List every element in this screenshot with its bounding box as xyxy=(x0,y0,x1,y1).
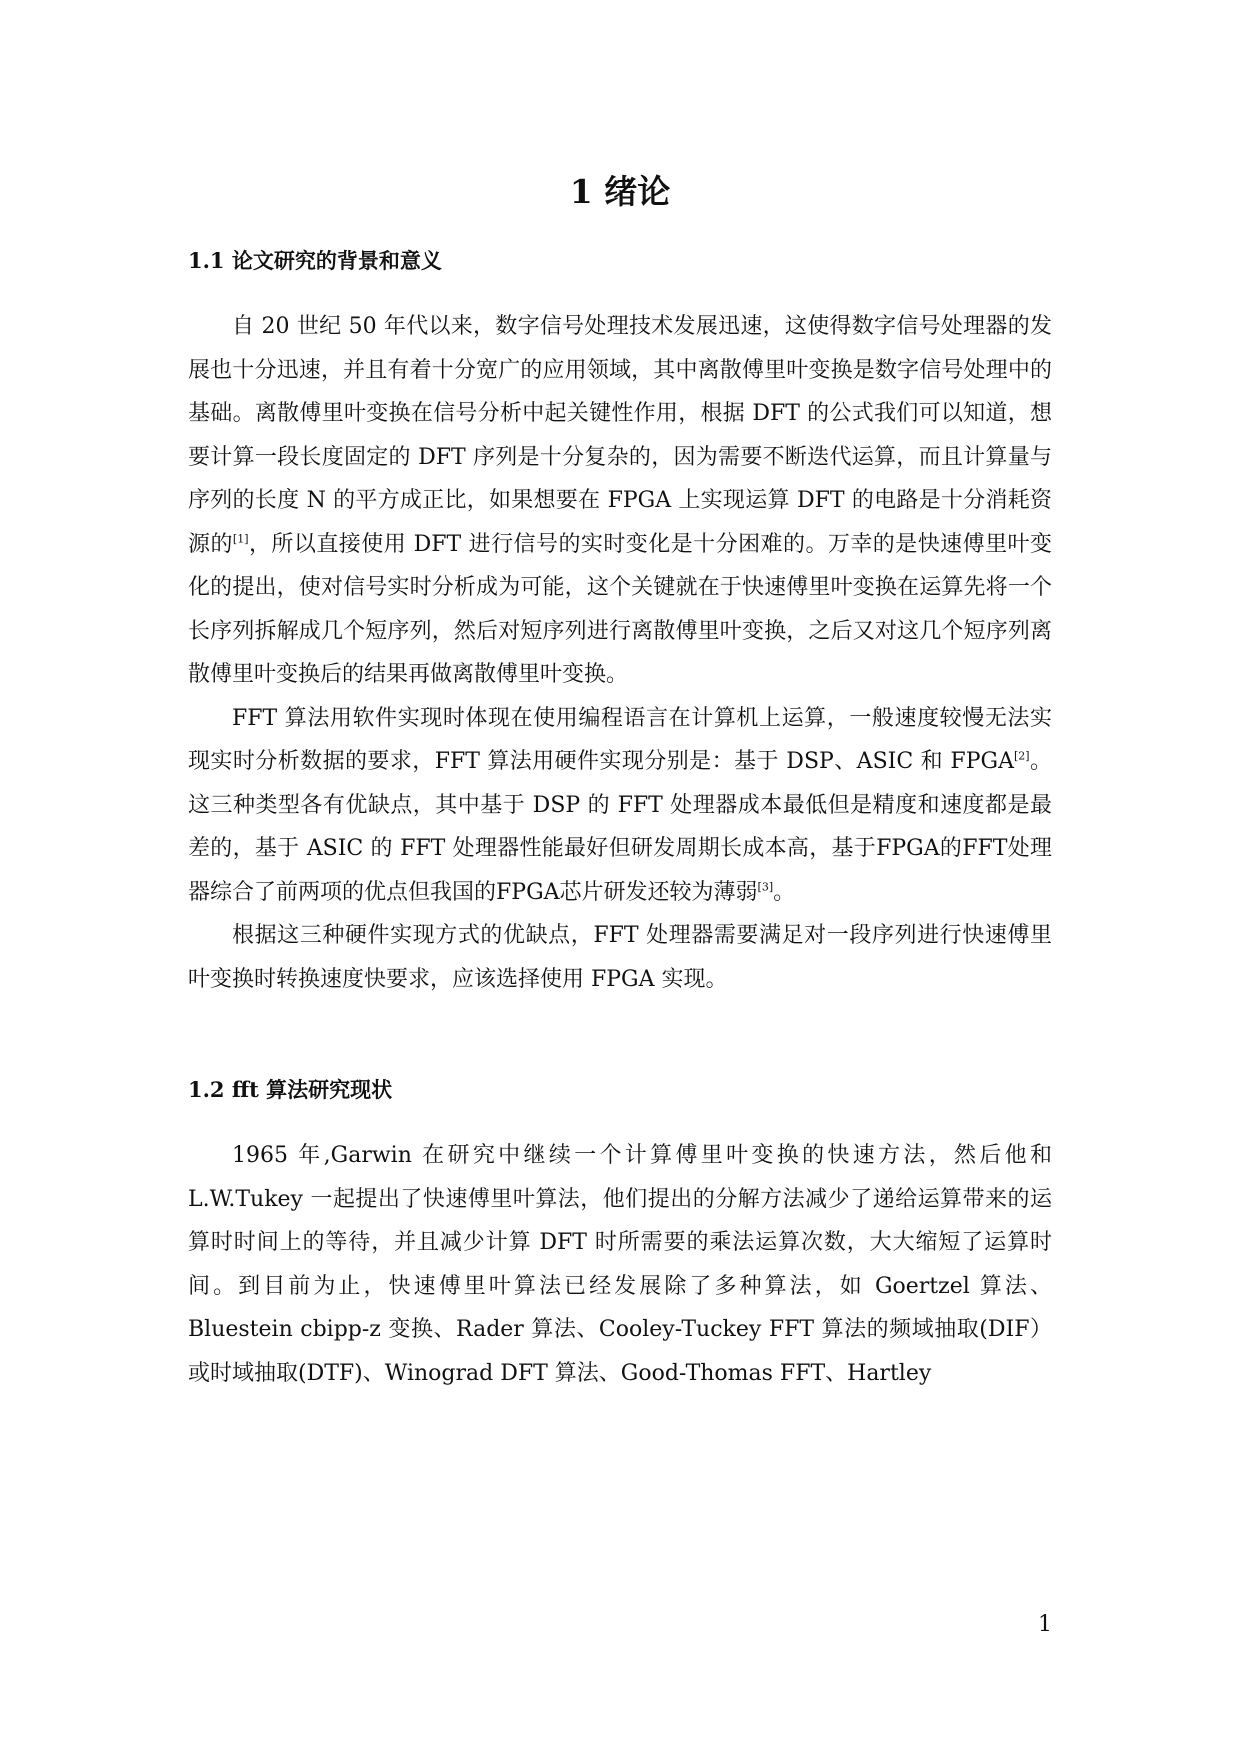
chapter-title: 1 绪论 xyxy=(569,172,671,211)
paragraph-text: 。 xyxy=(773,879,796,905)
citation-ref: [1] xyxy=(232,532,249,546)
paragraph-text: 自 20 世纪 50 年代以来，数字信号处理技术发展迅速，这使得数字信号处理器的发展也十分迅速，并且有着十分宽广的应用领域，其中离散傅里叶变换是数字信号处理中的基础。离散傅里叶变换在信号分析中起关键性作用，根据 DFT 的公式我们可以知道，想要计算一段长度固定的 DFT 序列是十分复杂的，因为需要不断迭代运算，而且计算量与序列的长度 N 的平方成正比，如果想要在 FPGA 上实现运算 DFT 的电路是十分消耗资源的 xyxy=(188,314,1052,557)
paragraph xyxy=(188,305,1052,697)
section-heading-1-1: 1.1 论文研究的背景和意义 xyxy=(188,248,442,273)
citation-ref: [3] xyxy=(757,880,774,894)
page-number: 1 xyxy=(1038,1612,1052,1637)
paragraph: 1965 年,Garwin 在研究中继续一个计算傅里叶变换的快速方法，然后他和 L.W.Tukey 一起提出了快速傅里叶算法，他们提出的分解方法减少了递给运算带来的运算时时间上的等待，并且减少计算 DFT 时所需要的乘法运算次数，大大缩短了运算时间。到目前为止，快速傅里叶算法已经发展除了多种算法，如 Goertzel 算法、Bluestein cbipp-z 变换、Rader 算法、Cooley-Tuckey FFT 算法的频域抽取(DIF）或时域抽取(DTF)、Winograd DFT 算法、Good-Thomas FFT、Hartley xyxy=(188,1143,1052,1386)
paragraph-text: 。这三种类型各有优缺点，其中基于 DSP 的 FFT 处理器成本最低但是精度和速度都是最差的，基于 ASIC 的 FFT 处理器性能最好但研发周期长成本高，基于FPGA的FFT处理器综合了前两项的优点但我国的FPGA芯片研发还较为薄弱 xyxy=(188,749,1052,905)
paragraph: 根据这三种硬件实现方式的优缺点，FFT 处理器需要满足对一段序列进行快速傅里叶变换时转换速度快要求，应该选择使用 FPGA 实现。 xyxy=(188,923,1052,992)
paragraph xyxy=(188,697,1052,915)
citation-ref: [2] xyxy=(1013,749,1030,763)
paragraph-text: FFT 算法用软件实现时体现在使用编程语言在计算机上运算，一般速度较慢无法实现实时分析数据的要求，FFT 算法用硬件实现分别是：基于 DSP、ASIC 和 FPGA xyxy=(188,705,1052,774)
section-1-1-body xyxy=(188,305,1052,1001)
paragraph-text: ，所以直接使用 DFT 进行信号的实时变化是十分困难的。万幸的是快速傅里叶变化的提出，使对信号实时分析成为可能，这个关键就在于快速傅里叶变换在运算先将一个长序列拆解成几个短序列，然后对短序列进行离散傅里叶变换，之后又对这几个短序列离散傅里叶变换后的结果再做离散傅里叶变换。 xyxy=(188,531,1052,687)
section-1-2-body xyxy=(188,1134,1052,1395)
section-heading-1-2: 1.2 fft 算法研究现状 xyxy=(188,1077,393,1102)
